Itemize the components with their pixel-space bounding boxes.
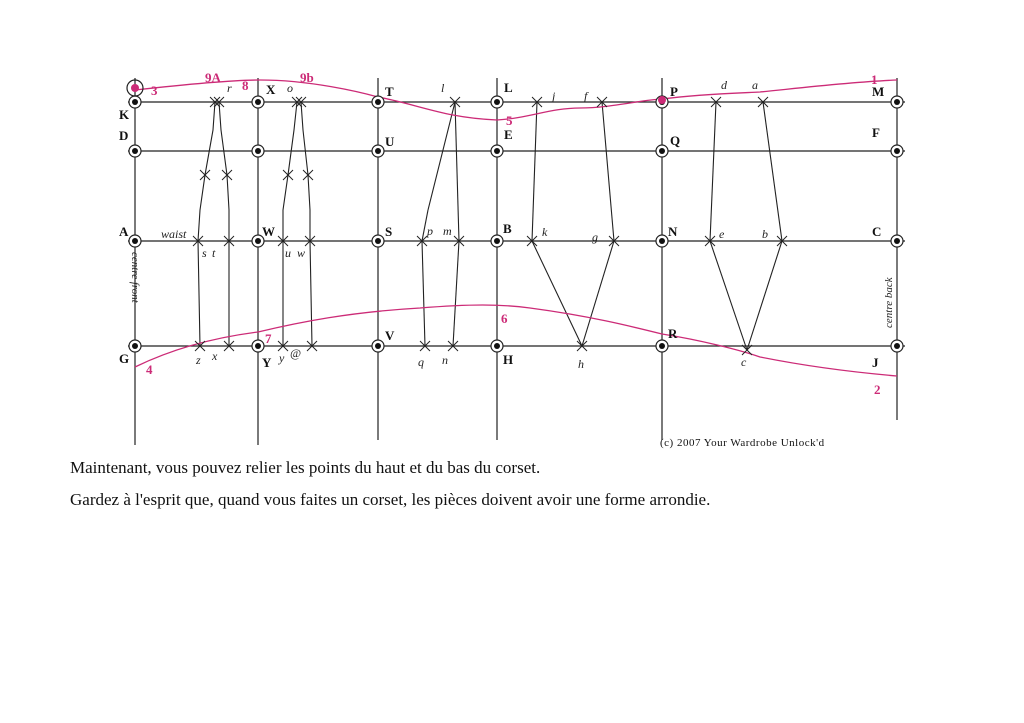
seam-front-right bbox=[219, 102, 229, 346]
grid-point-marker bbox=[129, 145, 141, 157]
seam-b-c bbox=[747, 241, 782, 350]
label-g-small: g bbox=[592, 230, 598, 244]
label-q-small: q bbox=[418, 355, 424, 369]
top-edge-curve bbox=[135, 80, 897, 120]
grid-horizontal-lines bbox=[128, 102, 905, 346]
seam-f bbox=[602, 102, 614, 241]
number-4: 4 bbox=[146, 362, 153, 377]
label-v: V bbox=[385, 328, 395, 343]
label-t: T bbox=[385, 84, 394, 99]
label-o: o bbox=[287, 81, 293, 95]
grid-point-marker bbox=[252, 145, 264, 157]
seam-l-right bbox=[455, 102, 459, 241]
grid-point-marker bbox=[129, 96, 141, 108]
number-6: 6 bbox=[501, 311, 508, 326]
seam-j bbox=[532, 102, 537, 241]
grid-point-marker bbox=[891, 340, 903, 352]
label-s-small: s bbox=[202, 246, 207, 260]
seam-m-lower bbox=[453, 241, 459, 346]
seam-front-left bbox=[198, 102, 215, 346]
seam-l-left bbox=[428, 102, 455, 210]
grid-point-marker bbox=[372, 340, 384, 352]
label-9a: 9A bbox=[205, 70, 221, 85]
label-waist: waist bbox=[161, 227, 187, 241]
label-e-small: e bbox=[719, 227, 725, 241]
label-f-small: f bbox=[584, 89, 588, 103]
label-e: E bbox=[504, 127, 513, 142]
label-b-small: b bbox=[762, 227, 768, 241]
grid-point-marker bbox=[372, 96, 384, 108]
label-y: Y bbox=[262, 355, 272, 370]
seam-k-h bbox=[532, 241, 582, 346]
centre-back-label: centre back bbox=[883, 277, 895, 328]
panel-seam-lines bbox=[198, 102, 782, 350]
label-h-small: h bbox=[578, 357, 584, 371]
label-a: A bbox=[119, 224, 129, 239]
label-a-small: a bbox=[752, 78, 758, 92]
centre-front-label: centre front bbox=[129, 252, 141, 303]
label-p: P bbox=[670, 84, 678, 99]
label-l-small: l bbox=[441, 81, 445, 95]
label-y-small: y bbox=[279, 351, 285, 365]
grid-point-marker bbox=[491, 340, 503, 352]
label-w-small: w bbox=[297, 246, 306, 260]
grid-point-marker bbox=[891, 96, 903, 108]
label-c-small: c bbox=[741, 355, 747, 369]
bottom-edge-curve bbox=[135, 305, 897, 376]
grid-point-marker bbox=[252, 340, 264, 352]
label-d: D bbox=[119, 128, 129, 143]
label-x-small: x bbox=[212, 349, 218, 363]
label-at: @ bbox=[290, 346, 302, 360]
label-h: H bbox=[503, 352, 514, 367]
label-k: K bbox=[119, 107, 130, 122]
seam-side-left bbox=[283, 102, 297, 346]
seam-a bbox=[763, 102, 782, 241]
caption-line-1: Maintenant, vous pouvez relier les points du haut et du bas du corset. bbox=[70, 458, 541, 477]
label-m-small: m bbox=[443, 224, 452, 238]
number-1: 1 bbox=[871, 72, 878, 87]
number-3: 3 bbox=[151, 83, 158, 98]
label-d-small: d bbox=[721, 78, 727, 92]
label-t-small: t bbox=[212, 246, 216, 260]
label-r: R bbox=[668, 326, 678, 341]
label-n-small: n bbox=[442, 353, 448, 367]
seam-g-h bbox=[582, 241, 614, 346]
top-and-bottom-curves bbox=[135, 80, 897, 376]
caption-line-2: Gardez à l'esprit que, quand vous faites un corset, les pièces doivent avoir une forme arrondie. bbox=[70, 490, 711, 509]
start-point-dot bbox=[131, 84, 139, 92]
copyright-notice: (c) 2007 Your Wardrobe Unlock'd bbox=[660, 437, 825, 449]
grid-point-marker bbox=[656, 235, 668, 247]
grid-point-marker bbox=[491, 96, 503, 108]
label-g: G bbox=[119, 351, 130, 366]
seam-d bbox=[710, 102, 716, 241]
label-l: L bbox=[504, 80, 513, 95]
grid-point-marker bbox=[891, 145, 903, 157]
number-7: 7 bbox=[265, 331, 272, 346]
number-2: 2 bbox=[874, 382, 881, 397]
label-m: M bbox=[872, 84, 885, 99]
label-z: z bbox=[196, 353, 201, 367]
number-5: 5 bbox=[506, 113, 513, 128]
label-j: J bbox=[872, 355, 879, 370]
label-b: B bbox=[503, 221, 512, 236]
grid-vertical-lines bbox=[135, 78, 897, 445]
label-x: X bbox=[266, 82, 276, 97]
label-w: W bbox=[262, 224, 275, 239]
grid-point-marker bbox=[129, 340, 141, 352]
label-s: S bbox=[385, 224, 393, 239]
p-point-dot bbox=[658, 96, 666, 104]
grid-point-marker bbox=[372, 235, 384, 247]
label-8: 8 bbox=[242, 78, 249, 93]
grid-point-marker bbox=[372, 145, 384, 157]
label-n: N bbox=[668, 224, 678, 239]
cross-markers bbox=[193, 97, 787, 355]
label-k-small: k bbox=[542, 225, 548, 239]
grid-point-marker bbox=[656, 340, 668, 352]
label-p-small: p bbox=[427, 224, 433, 238]
label-u: U bbox=[385, 134, 395, 149]
grid-point-markers bbox=[127, 80, 903, 352]
grid-point-marker bbox=[491, 145, 503, 157]
grid-point-marker bbox=[129, 235, 141, 247]
seam-side-right bbox=[301, 102, 312, 346]
grid-point-marker bbox=[891, 235, 903, 247]
label-r-small: r bbox=[227, 81, 232, 95]
label-q: Q bbox=[670, 133, 681, 148]
label-c: C bbox=[872, 224, 882, 239]
seam-p-lower bbox=[422, 241, 425, 346]
grid-point-labels bbox=[119, 80, 884, 370]
label-j-small: j bbox=[552, 89, 556, 103]
seam-e-c bbox=[710, 241, 747, 350]
label-u-small: u bbox=[285, 246, 291, 260]
label-f: F bbox=[872, 125, 880, 140]
grid-point-marker bbox=[491, 235, 503, 247]
grid-point-marker bbox=[656, 145, 668, 157]
label-9b: 9b bbox=[300, 70, 314, 85]
grid-point-marker bbox=[252, 96, 264, 108]
